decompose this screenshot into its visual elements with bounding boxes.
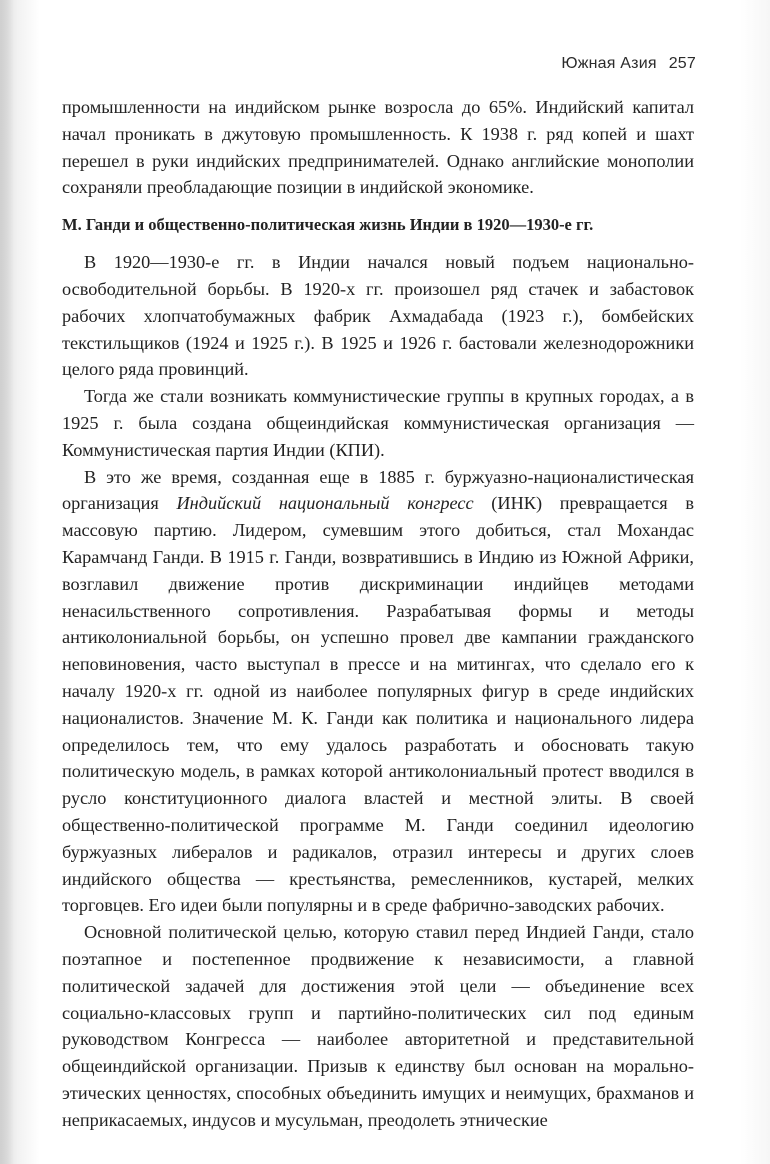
section-heading: М. Ганди и общественно-политическая жизнь Индии в 1920—1930-е гг.: [62, 215, 594, 235]
page-number: 257: [668, 55, 696, 72]
paragraph-3: [62, 464, 694, 920]
paragraph-continued: промышленности на индийском рынке возросла до 65%. Индийский капитал начал проникать в джутовую промышленность. К 1938 г. ряд копей и шахт перешел в руки индийских предпринимателей. Однако английские монополии сохраняли преобладающие позиции в индийской экономике.: [62, 97, 694, 198]
running-header-title: Южная Азия: [561, 55, 657, 72]
paragraph-3-text-b: (ИНК) превращается в массовую партию. Лидером, сумевшим этого добиться, стал Мохандас Карамчанд Ганди. В 1915 г. Ганди, возвратившись в Индию из Южной Африки, возглавил движение против дискриминации индийцев методами ненасильственного сопротивления. Разрабатывая формы и методы антиколониальной борьбы, он успешно провел две кампании гражданского неповиновения, часто выступал в прессе и на митингах, что сделало его к началу 1920-х гг. одной из наиболее популярных фигур в среде индийских националистов. Значение М. К. Ганди как политика и национального лидера определилось тем, что ему удалось разработать и обосновать такую политическую модель, в рамках которой антиколониальный протест вводился в русло конституционного диалога властей и местной элиты. В своей общественно-политической программе М. Ганди соединил идеологию буржуазных либералов и радикалов, отразил интересы и других слоев индийского общества — крестьянства, ремесленников, кустарей, мелких торговцев. Его идеи были популярны и в среде фабрично-заводских рабочих.: [62, 493, 694, 916]
paragraph-3-italic-term: Индийский национальный конгресс: [176, 493, 474, 514]
paragraph-4: Основной политической целью, которую ставил перед Индией Ганди, стало поэтапное и постепенное продвижение к независимости, а главной политической задачей для достижения этой цели — объединение всех социально-классовых групп и партийно-политических сил под единым руководством Конгресса — наиболее авторитетной и представительной общеиндийской организации. Призыв к единству был основан на морально-этических ценностях, способных объединить имущих и неимущих, брахманов и неприкасаемых, индусов и мусульман, преодолеть этнические: [62, 922, 694, 1130]
paragraph-3-text-a: В это же время, созданная еще в 1885 г. буржуазно-националистическая организация: [62, 466, 694, 514]
running-header: [561, 55, 696, 73]
paragraph-1: В 1920—1930-е гг. в Индии начался новый подъем национально-освободительной борьбы. В 1920-х гг. произошел ряд стачек и забастовок рабочих хлопчатобумажных фабрик Ахмадабада (1923 г.), бомбейских текстильщиков (1924 и 1925 г.). В 1925 и 1926 г. бастовали железнодорожники целого ряда провинций.: [62, 252, 694, 380]
paragraph-2: Тогда же стали возникать коммунистические группы в крупных городах, а в 1925 г. была создана общеиндийская коммунистическая организация — Коммунистическая партия Индии (КПИ).: [62, 386, 694, 460]
page-gutter-shadow: [0, 0, 14, 1164]
body-text: [62, 94, 694, 1133]
